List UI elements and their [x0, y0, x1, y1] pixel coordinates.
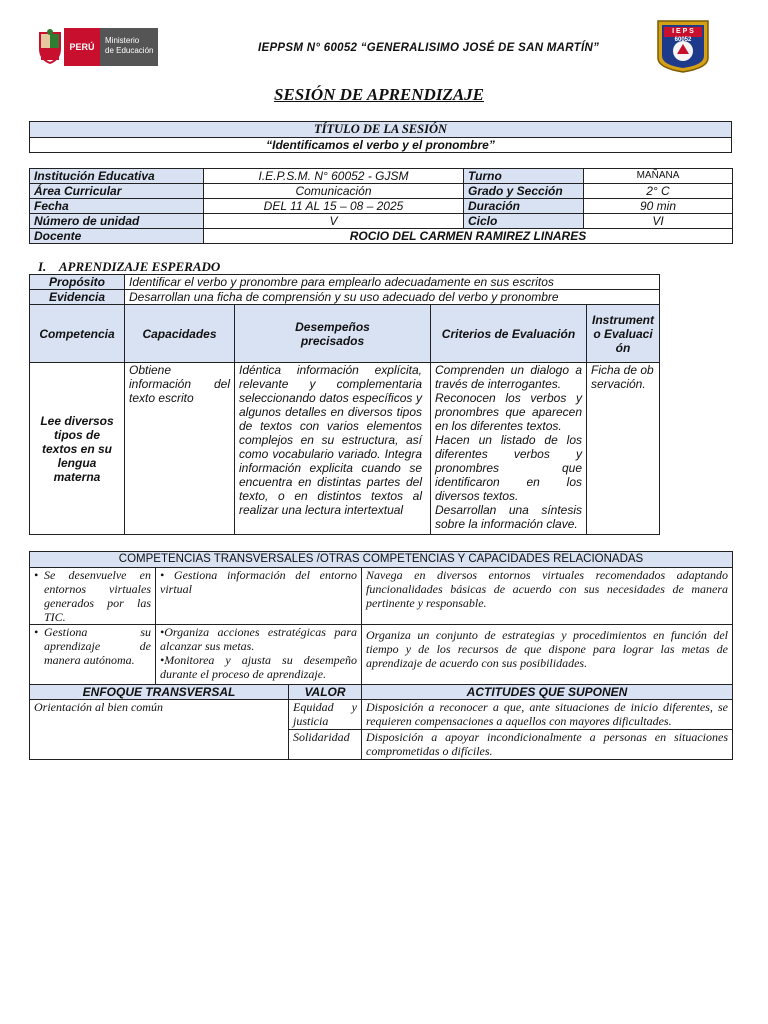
aprendizaje-table — [29, 274, 660, 535]
row1-competencia-text: Se desenvuelve en entornos virtuales generados por las TIC. — [44, 568, 151, 624]
unidad-value: V — [204, 214, 464, 229]
institucion-label: Institución Educativa — [30, 169, 204, 184]
criterio-item: Reconocen los verbos y pronombres que aparecen en los diferentes textos. — [435, 391, 582, 433]
logo-initials: I E P S — [672, 28, 694, 35]
col-competencia: Competencia — [30, 305, 125, 363]
row1-descripcion: Navega en diversos entornos virtuales recomendados adaptando funcionalidades básicas de acuerdo con sus necesidades de manera pertinente y responsable. — [362, 568, 733, 625]
row2-competencia — [30, 625, 156, 685]
row2-descripcion: Organiza un conjunto de estrategias y procedimientos en función del tiempo y de los recursos de que dispone para lograr las metas de aprendizaje de acuerdo con sus posibilidades. — [362, 625, 733, 685]
session-value: “Identificamos el verbo y el pronombre” — [30, 138, 732, 153]
desempeno-cell: Idéntica información explícita, relevante y complementaria seleccionando datos específicos y algunos detalles en diversos tipos de textos con varios elementos complejos en su estructura, así como vocabulario variado. Integra información explicita cuando se encuentra en distintas partes del texto, o en distintos textos al realizar una lectura intertextual — [235, 363, 431, 535]
col-instrumento: Instrumento Evaluación — [587, 305, 660, 363]
peru-label: PERÚ — [64, 28, 100, 66]
col-criterios: Criterios de Evaluación — [431, 305, 587, 363]
capacidad-cell: Obtiene información del texto escrito — [125, 363, 235, 535]
duracion-value: 90 min — [584, 199, 733, 214]
turno-label: Turno — [464, 169, 584, 184]
session-title-table — [29, 121, 732, 153]
evidencia-value: Desarrollan una ficha de comprensión y su uso adecuado del verbo y pronombre — [125, 290, 660, 305]
col-desempenos: Desempeños precisados — [235, 305, 431, 363]
row2-competencia-text: Gestiona su aprendizaje de manera autónoma. — [44, 625, 151, 667]
row1-capacidad: • Gestiona información del entorno virtual — [156, 568, 362, 625]
ciclo-value: VI — [584, 214, 733, 229]
enfoque-value: Orientación al bien común — [30, 700, 289, 760]
proposito-value: Identificar el verbo y pronombre para emplearlo adecuadamente en sus escritos — [125, 275, 660, 290]
bullet-icon: • — [34, 568, 39, 582]
school-logo — [655, 18, 711, 74]
criterio-item: Hacen un listado de los diferentes verbos y pronombres que identificaron en los diversos textos. — [435, 433, 582, 503]
actitud1: Disposición a reconocer a que, ante situaciones de inicio diferentes, se requieren compensaciones a aquellos con mayores dificultades. — [362, 700, 733, 730]
area-label: Área Curricular — [30, 184, 204, 199]
row2-capacidad — [156, 625, 362, 685]
session-label: TÍTULO DE LA SESIÓN — [30, 122, 732, 138]
transversal-table — [29, 551, 733, 760]
institucion-value: I.E.P.S.M. N° 60052 - GJSM — [204, 169, 464, 184]
criterio-item: Comprenden un dialogo a través de interrogantes. — [435, 363, 582, 391]
competencia-cell: Lee diversos tipos de textos en su lengua materna — [30, 363, 125, 535]
duracion-label: Duración — [464, 199, 584, 214]
transversal-header: COMPETENCIAS TRANSVERSALES /OTRAS COMPETENCIAS Y CAPACIDADES RELACIONADAS — [30, 552, 733, 568]
ministry-line2: de Educación — [105, 46, 154, 55]
criterios-cell — [431, 363, 587, 535]
info-table — [29, 168, 733, 244]
unidad-label: Número de unidad — [30, 214, 204, 229]
page-title: SESIÓN DE APRENDIZAJE — [273, 85, 485, 104]
row2-capacidad-1: •Organiza acciones estratégicas para alcanzar sus metas. — [160, 625, 357, 653]
ministry-label — [100, 28, 158, 66]
bullet-icon: • — [34, 625, 39, 639]
row1-competencia — [30, 568, 156, 625]
logo-number: 60052 — [674, 37, 692, 43]
grado-value: 2° C — [584, 184, 733, 199]
section-heading: I. APRENDIZAJE ESPERADO — [38, 259, 221, 274]
turno-value: MAÑANA — [584, 169, 733, 184]
valor-label: VALOR — [289, 685, 362, 700]
docente-value: ROCIO DEL CARMEN RAMIREZ LINARES — [204, 229, 733, 244]
proposito-label: Propósito — [30, 275, 125, 290]
grado-label: Grado y Sección — [464, 184, 584, 199]
ciclo-label: Ciclo — [464, 214, 584, 229]
valor1: Equidad y justicia — [289, 700, 362, 730]
actitudes-label: ACTITUDES QUE SUPONEN — [362, 685, 733, 700]
fecha-label: Fecha — [30, 199, 204, 214]
actitud2: Disposición a apoyar incondicionalmente a personas en situaciones comprometidas o difíciles. — [362, 730, 733, 760]
area-value: Comunicación — [204, 184, 464, 199]
instrumento-cell: Ficha de observación. — [587, 363, 660, 535]
school-name: IEPPSM N° 60052 “GENERALISIMO JOSÉ DE SAN MARTÍN” — [258, 42, 600, 54]
row2-capacidad-2: •Monitorea y ajusta su desempeño durante el proceso de aprendizaje. — [160, 653, 357, 681]
evidencia-label: Evidencia — [30, 290, 125, 305]
criterio-item: Desarrollan una síntesis sobre la información clave. — [435, 503, 582, 531]
fecha-value: DEL 11 AL 15 – 08 – 2025 — [204, 199, 464, 214]
peru-shield-icon — [36, 29, 64, 65]
ministry-line1: Ministerio — [105, 36, 140, 45]
enfoque-label: ENFOQUE TRANSVERSAL — [30, 685, 289, 700]
ministry-logo — [36, 28, 158, 66]
col-capacidades: Capacidades — [125, 305, 235, 363]
valor2: Solidaridad — [289, 730, 362, 760]
docente-label: Docente — [30, 229, 204, 244]
